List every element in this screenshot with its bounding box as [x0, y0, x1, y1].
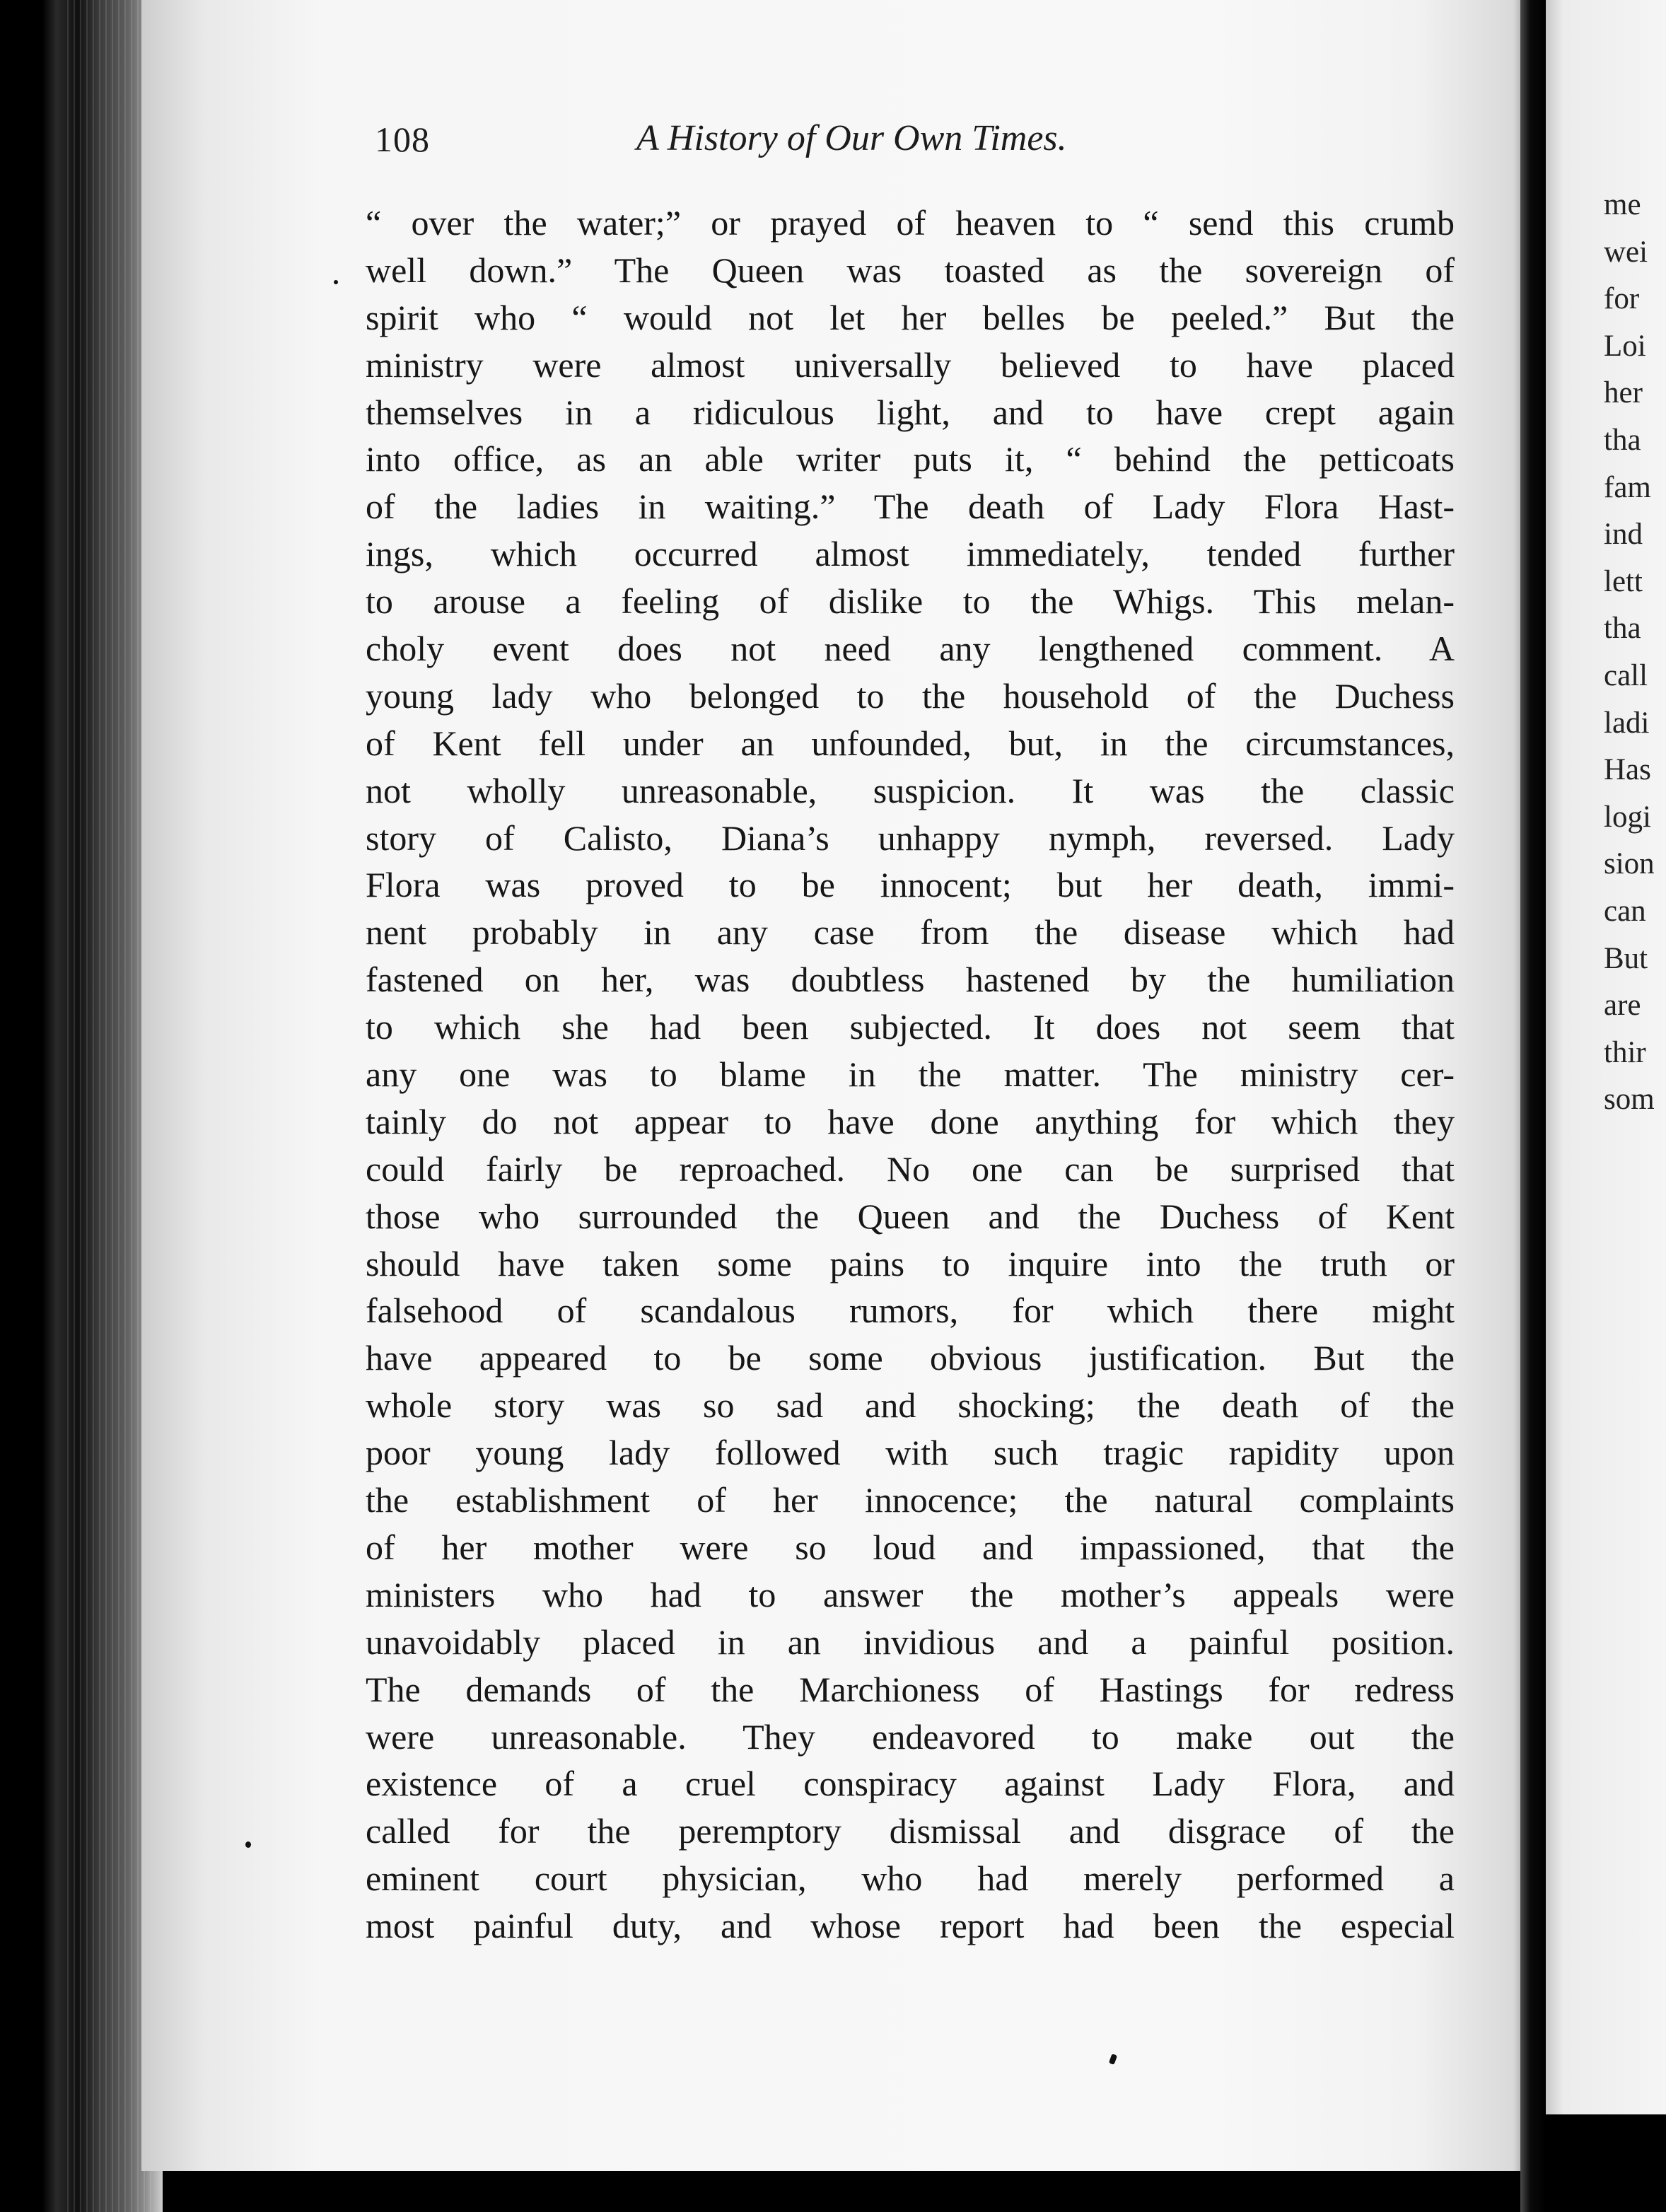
facing-page-edge: [1546, 0, 1666, 2114]
facing-page-fragment: call: [1604, 659, 1648, 692]
facing-page-fragment: wei: [1604, 235, 1648, 269]
facing-page-fragment: fam: [1604, 470, 1651, 504]
facing-page-fragment: ladi: [1604, 706, 1650, 740]
text-line: falsehood of scandalous rumors, for which there might: [366, 1291, 1455, 1331]
text-line: of the ladies in waiting.” The death of Lady Flora Hast-: [366, 487, 1455, 527]
facing-page-fragment: are: [1604, 989, 1641, 1023]
facing-page-fragment: her: [1604, 376, 1643, 410]
text-line: of her mother were so loud and impassioned, that the: [366, 1527, 1455, 1567]
body-text: [366, 199, 1455, 1950]
facing-page-fragment: logi: [1604, 800, 1651, 834]
facing-page-fragment: me: [1604, 188, 1641, 221]
facing-page-fragment: can: [1604, 895, 1646, 928]
text-line: were unreasonable. They endeavored to make out the: [366, 1716, 1455, 1757]
text-line: those who surrounded the Queen and the Duchess of Kent: [366, 1196, 1455, 1236]
facing-page-fragment: for: [1604, 282, 1640, 316]
text-line: unavoidably placed in an invidious and a painful position.: [366, 1622, 1455, 1662]
text-line: called for the peremptory dismissal and disgrace of the: [366, 1811, 1455, 1851]
text-line: choly event does not need any lengthened comment. A: [366, 629, 1455, 669]
text-line: to arouse a feeling of dislike to the Whigs. This melan-: [366, 581, 1455, 622]
facing-page-fragment: Has: [1604, 753, 1651, 787]
page-gutter: [1520, 0, 1546, 2212]
facing-page-fragment: Loi: [1604, 329, 1646, 363]
facing-page-fragment: sion: [1604, 847, 1655, 881]
text-line: should have taken some pains to inquire into the truth or: [366, 1243, 1455, 1283]
text-line: The demands of the Marchioness of Hastings for redress: [366, 1669, 1455, 1709]
text-line: ministers who had to answer the mother’s appeals were: [366, 1574, 1455, 1614]
facing-page-fragment: tha: [1604, 424, 1641, 457]
text-line: ministry were almost universally believed to have placed: [366, 344, 1455, 385]
text-line: spirit who “ would not let her belles be peeled.” But the: [366, 297, 1455, 337]
running-title: A History of Our Own Times.: [636, 118, 1067, 158]
text-line: have appeared to be some obvious justification. But the: [366, 1338, 1455, 1378]
ink-speck: [334, 280, 338, 284]
text-line: existence of a cruel conspiracy against Lady Flora, and: [366, 1764, 1455, 1804]
text-line: well down.” The Queen was toasted as the sovereign of: [366, 250, 1455, 290]
text-line: young lady who belonged to the household of the Duchess: [366, 675, 1455, 716]
facing-page-fragment: som: [1604, 1083, 1655, 1117]
running-header: [375, 119, 1294, 161]
text-line: tainly do not appear to have done anything for which they: [366, 1101, 1455, 1141]
text-line: the establishment of her innocence; the natural complaints: [366, 1480, 1455, 1520]
text-line: “ over the water;” or prayed of heaven to “ send this crumb: [366, 203, 1455, 243]
text-line: ings, which occurred almost immediately, tended further: [366, 534, 1455, 574]
facing-page-fragment: tha: [1604, 612, 1641, 646]
text-line: whole story was so sad and shocking; the death of the: [366, 1385, 1455, 1426]
page-edges-texture: [67, 0, 152, 2212]
text-line: not wholly unreasonable, suspicion. It was the classic: [366, 770, 1455, 810]
text-line: story of Calisto, Diana’s unhappy nymph, reversed. Lady: [366, 817, 1455, 858]
facing-page-fragment: lett: [1604, 564, 1643, 598]
text-line: fastened on her, was doubtless hastened by the humiliation: [366, 960, 1455, 1000]
text-line: themselves in a ridiculous light, and to have crept again: [366, 392, 1455, 432]
text-line: poor young lady followed with such tragic rapidity upon: [366, 1433, 1455, 1473]
text-line: eminent court physician, who had merely performed a: [366, 1858, 1455, 1899]
facing-page-fragment: thir: [1604, 1035, 1646, 1069]
text-line: to which she had been subjected. It does not seem that: [366, 1007, 1455, 1047]
facing-page-fragment: ind: [1604, 518, 1643, 552]
text-line: of Kent fell under an unfounded, but, in the circumstances,: [366, 723, 1455, 763]
text-line: most painful duty, and whose report had been the especial: [366, 1906, 1455, 1946]
text-line: could fairly be reproached. No one can be surprised that: [366, 1148, 1455, 1189]
text-line: nent probably in any case from the disease which had: [366, 912, 1455, 953]
text-line: Flora was proved to be innocent; but her death, immi-: [366, 865, 1455, 905]
page-number: 108: [375, 120, 430, 159]
facing-page-fragment: But: [1604, 941, 1648, 975]
text-line: any one was to blame in the matter. The ministry cer-: [366, 1054, 1455, 1095]
ink-speck: [245, 1841, 251, 1848]
text-line: into office, as an able writer puts it, “ behind the petticoats: [366, 439, 1455, 479]
